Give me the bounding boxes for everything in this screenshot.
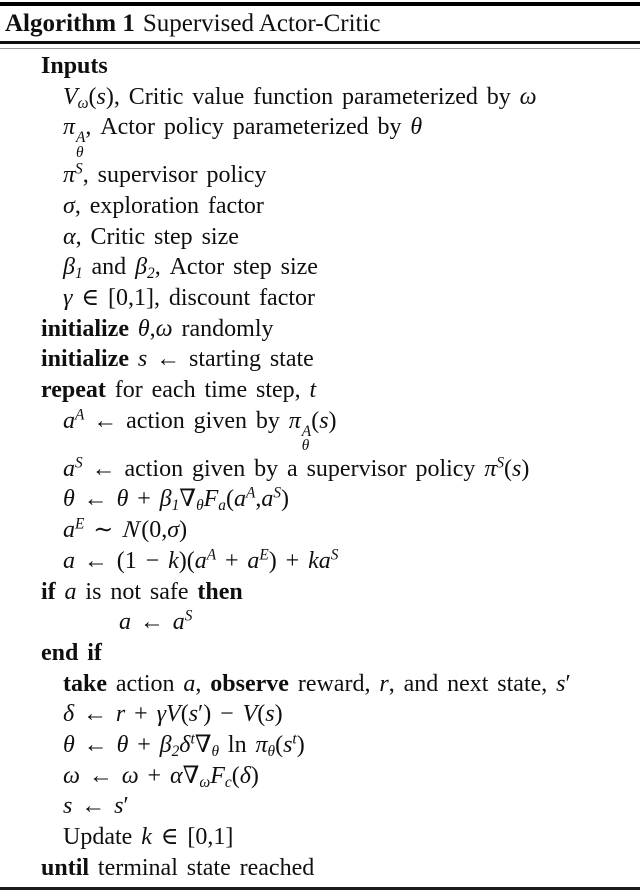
math-token: ← action given by a supervisor policy — [82, 455, 485, 482]
math-token: ( — [231, 762, 240, 789]
math-token: ) — [250, 762, 259, 789]
math-token: ← starting state — [147, 346, 314, 373]
math-token: ← — [79, 762, 122, 789]
math-token: + — [216, 547, 248, 574]
math-token: Update — [63, 824, 142, 851]
math-token: V — [242, 701, 258, 728]
math-token: ), Critic value function parameterized by — [105, 83, 520, 110]
supsub-stack: A θ — [76, 129, 86, 161]
math-token: $\delta^t$ — [179, 730, 195, 759]
algorithm-line — [0, 669, 640, 700]
algorithm-line — [0, 791, 640, 822]
algorithm-line — [0, 82, 640, 113]
math-token: , — [195, 670, 211, 697]
algorithm-line — [0, 314, 640, 345]
math-token: k — [308, 547, 319, 574]
math-token: $a^S$ — [63, 454, 83, 482]
math-token: repeat — [41, 377, 115, 404]
math-token: θ — [63, 486, 75, 513]
math-token: s — [265, 701, 275, 728]
math-token: r — [115, 701, 126, 728]
math-token: is not safe — [76, 578, 198, 605]
math-token: σ — [167, 517, 180, 544]
algorithm-line — [0, 515, 640, 546]
math-token: ← — [131, 609, 173, 636]
math-token: π A θ — [288, 407, 312, 455]
algorithm-header — [0, 6, 640, 44]
math-token: θ — [63, 732, 75, 759]
math-token: ( — [311, 407, 320, 434]
algorithm-line — [0, 454, 640, 485]
math-token: s — [114, 793, 124, 820]
math-token: $\beta_2$ — [159, 732, 180, 760]
math-token: a — [64, 578, 77, 605]
math-token: initialize — [41, 315, 138, 342]
math-token: ω — [519, 83, 537, 110]
math-token: t — [309, 377, 317, 404]
algorithm-figure — [0, 2, 640, 890]
algorithm-line — [0, 761, 640, 792]
math-token: randomly — [172, 315, 274, 342]
math-token: γ — [63, 285, 73, 312]
math-token: ′) − — [198, 701, 243, 728]
algorithm-line — [0, 607, 640, 638]
math-token: ) — [296, 732, 305, 759]
math-token: $a^S$ — [261, 484, 282, 513]
math-token: $\nabla_\theta$ — [179, 486, 204, 515]
algorithm-line — [0, 375, 640, 406]
algorithm-line — [0, 546, 640, 577]
math-token: and — [82, 254, 136, 281]
math-token: a — [183, 670, 196, 697]
math-token: for each time step, — [114, 377, 310, 404]
math-token: ω — [121, 762, 139, 789]
algorithm-line — [0, 252, 640, 283]
math-token: )( — [178, 547, 195, 574]
math-token: $\pi^S$ — [63, 160, 83, 189]
math-token: a — [119, 609, 131, 636]
math-token: ) — [328, 407, 337, 434]
math-token: $a^S$ — [172, 607, 193, 636]
math-token: k — [141, 824, 152, 851]
math-token: reward, — [297, 670, 380, 697]
math-token: observe — [210, 670, 298, 697]
math-token: θ — [116, 486, 129, 513]
math-token: ′ — [123, 793, 129, 820]
math-token: , Critic step size — [75, 223, 239, 250]
math-token: until — [41, 854, 98, 881]
math-token: Inputs — [41, 53, 108, 79]
math-token: $a^A$ — [194, 546, 217, 574]
math-token: ′ — [565, 670, 571, 697]
math-token: + — [128, 732, 160, 759]
math-token: then — [197, 578, 243, 605]
math-token: ( — [180, 701, 189, 728]
math-token: , Actor step size — [154, 254, 318, 281]
math-token: $\beta_2$ — [135, 254, 155, 283]
algorithm-title: Supervised Actor-Critic — [142, 10, 381, 37]
math-token: , Actor policy parameterized by — [85, 114, 411, 141]
math-token: end if — [41, 639, 102, 666]
math-token: + — [128, 486, 160, 513]
algorithm-line — [0, 638, 640, 669]
math-token: ) — [179, 517, 188, 544]
math-token: s — [137, 346, 148, 373]
math-token: r — [379, 670, 389, 697]
math-token: (0, — [141, 517, 168, 544]
math-token: $s^t$ — [283, 730, 297, 759]
math-token: terminal state reached — [97, 854, 315, 881]
math-token: ← — [74, 486, 117, 513]
math-token: s — [96, 83, 106, 110]
math-token: θ — [137, 315, 150, 342]
algorithm-line — [0, 484, 640, 515]
math-token: ω — [63, 762, 80, 789]
math-token: action — [115, 670, 184, 697]
math-token: $a^A$ — [233, 484, 256, 513]
math-token: ( — [88, 83, 97, 110]
math-token: k — [168, 547, 179, 574]
math-token: s — [319, 407, 329, 434]
math-token: ln — [219, 732, 256, 759]
math-token: $a^S$ — [318, 546, 339, 574]
math-token: ← action given by — [84, 407, 289, 434]
math-token: σ — [63, 192, 75, 219]
math-token: ) — [274, 701, 283, 728]
math-token: , exploration factor — [74, 192, 264, 219]
math-token: ← (1 − — [75, 547, 169, 574]
math-token: a — [63, 547, 75, 574]
math-token: θ — [410, 114, 423, 141]
math-token: , — [255, 486, 262, 513]
math-token: θ — [116, 732, 129, 759]
math-token: ∈ [0,1], discount factor — [72, 285, 316, 312]
algorithm-line — [0, 222, 640, 253]
math-token: α — [63, 223, 76, 250]
supsub-stack: A θ — [301, 422, 312, 455]
algorithm-label: Algorithm 1 — [5, 10, 135, 37]
algorithm-line — [0, 406, 640, 454]
math-token: α — [169, 762, 183, 789]
math-token: , supervisor policy — [82, 162, 267, 189]
math-token: γV — [156, 701, 181, 728]
math-token: $F_c$ — [210, 762, 232, 791]
math-token: if — [41, 578, 65, 605]
math-token: $a^E$ — [63, 515, 85, 544]
math-token: $\pi_\theta$ — [255, 732, 276, 760]
math-token: s — [188, 701, 199, 728]
math-token: ) — [521, 455, 530, 482]
math-token: $F_a$ — [203, 486, 226, 515]
algorithm-line — [0, 112, 640, 160]
algorithm-line — [0, 730, 640, 761]
math-token: $a^A$ — [63, 406, 85, 434]
algorithm-line — [0, 699, 640, 730]
math-token: ( — [257, 701, 266, 728]
math-token: ← — [74, 701, 116, 728]
algorithm-line — [0, 577, 640, 608]
math-token: s — [556, 670, 566, 697]
math-token: ( — [225, 486, 234, 513]
math-token: ← — [74, 732, 117, 759]
math-token: $\nabla_\omega$ — [182, 762, 211, 791]
math-token: + — [125, 701, 157, 728]
math-token: N — [121, 517, 142, 544]
math-token: , and next state, — [388, 670, 557, 697]
math-token: π A θ — [63, 114, 86, 161]
math-token: ∈ [0,1] — [151, 824, 234, 851]
math-token: $\beta_1$ — [63, 254, 83, 283]
algorithm-line — [0, 853, 640, 884]
math-token: s — [63, 793, 73, 820]
algorithm-line — [0, 160, 640, 191]
math-token: ) — [281, 486, 290, 513]
math-token: s — [512, 455, 522, 482]
algorithm-line — [0, 51, 640, 82]
algorithm-line — [0, 283, 640, 314]
math-token: $a^E$ — [247, 546, 269, 574]
math-token: $V_\omega$ — [63, 83, 89, 112]
algorithm-body — [0, 49, 640, 887]
math-token: + — [138, 762, 170, 789]
math-token: δ — [63, 701, 75, 728]
algorithm-line — [0, 191, 640, 222]
math-token: , — [149, 315, 156, 342]
math-token: ← — [72, 793, 115, 820]
math-token: $\pi^S$ — [484, 454, 505, 482]
algorithm-line — [0, 344, 640, 375]
math-token: ω — [155, 315, 173, 342]
math-token: ( — [504, 455, 513, 482]
math-token: take — [63, 670, 116, 697]
math-token: ( — [275, 732, 284, 759]
math-token: initialize — [41, 346, 138, 373]
math-token: $\beta_1$ — [159, 486, 180, 515]
algorithm-line — [0, 822, 640, 853]
math-token: δ — [239, 762, 251, 789]
math-token: ) + — [268, 547, 309, 574]
math-token: $\nabla_\theta$ — [194, 732, 220, 760]
math-token: ∼ — [84, 517, 123, 544]
